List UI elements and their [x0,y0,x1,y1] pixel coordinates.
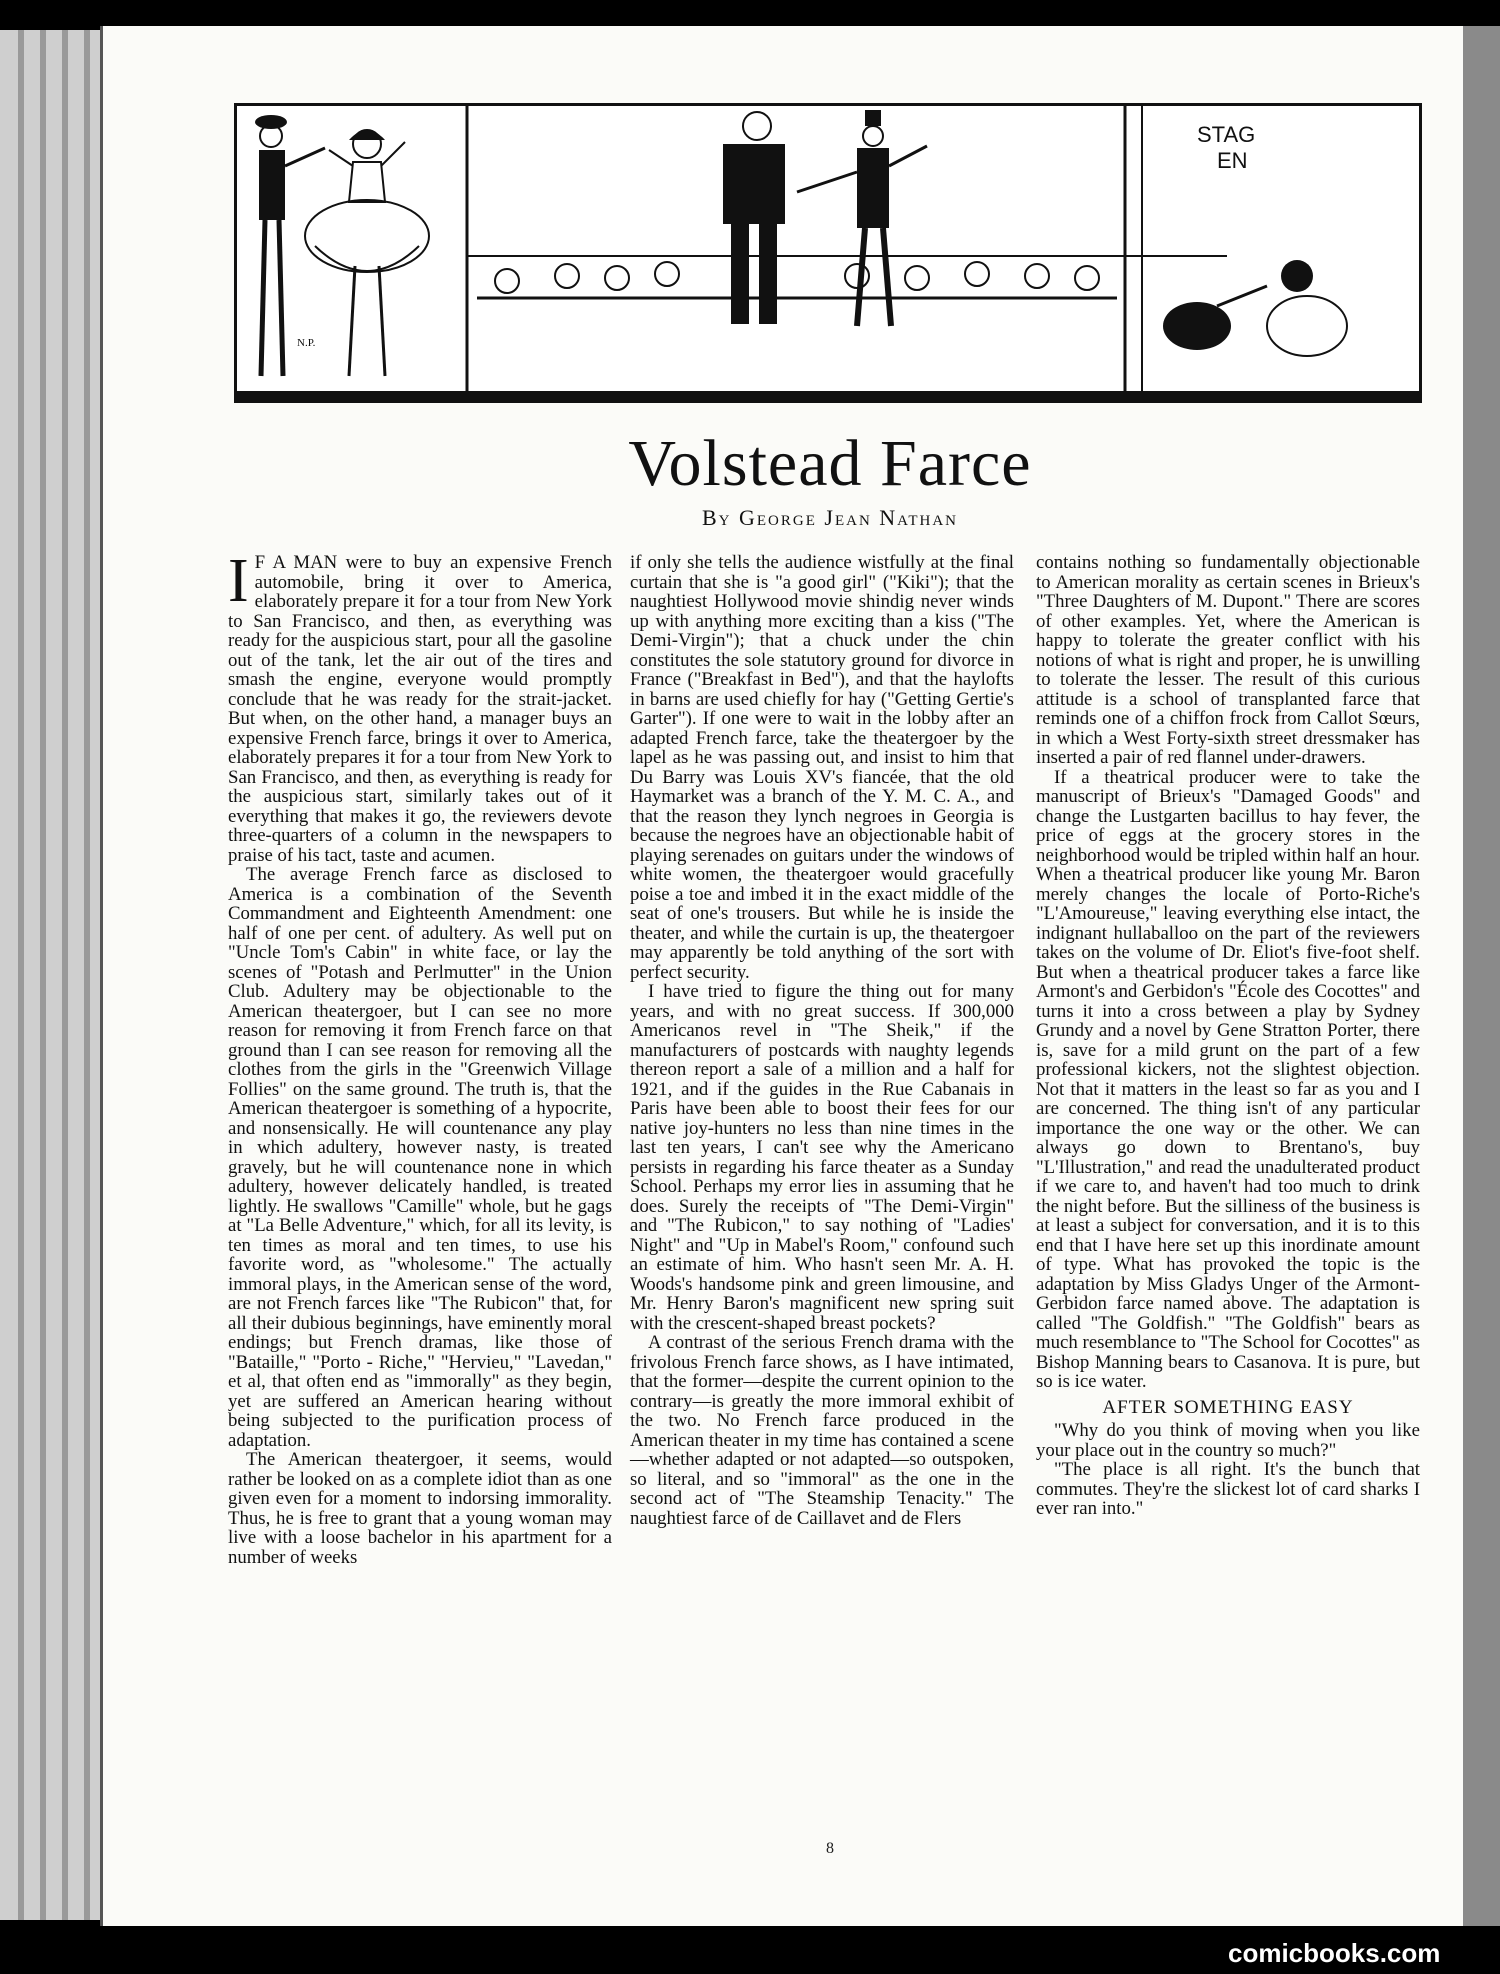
paragraph: contains nothing so fundamentally objectionable to American morality as certain scenes in Brieux's "Three Daughters of M. Dupont." There are scores of other examples. Yet, where the American is happy to tolerate the greater conflict with his notions of what is right and proper, he is unwilling to tolerate the lesser. The result of this curious attitude is a school of transplanted farce that reminds one of a chiffon frock from Callot Sœurs, in which a West Forty-sixth street dressmaker has inserted a pair of red flannel under-drawers. [1036,552,1420,768]
crouching-figures [1163,260,1347,356]
article-title: Volstead Farce [628,427,1032,500]
conductor-figure [797,110,927,326]
paragraph: The American theatergoer, it seems, would rather be looked on as a complete idiot than as one given even for a moment to indorsing immorality. Thus, he is free to grant that a young woman may live with a loose bachelor in his apartment for a number of weeks [228,1449,612,1568]
header-illustration [234,103,1422,403]
site-watermark: comicbooks.com [1228,1938,1441,1968]
paragraph: F A MAN were to buy an expensive French automobile, bring it over to America, elaborately prepare it for a tour from New York to San Francisco, and then, as everything was ready for the auspicious start, pour all the gasoline out of the tank, let the air out of the tires and smash the engine, everyone would promptly conclude that he was ready for the strait-jacket. But when, on the other hand, a manager buys an expensive French farce, brings it over to America, elaborately prepares it for a tour from New York to San Francisco, and then, as everything is ready for the auspicious start, similarly takes out of it everything that makes it go, the reviewers devote three-quarters of a column in the newspapers to praise of his tact, taste and acumen. [228,552,612,866]
stage-sign-line1: STAG [1197,122,1256,147]
checkered-man-figure [723,112,785,324]
next-page-edge [1458,26,1500,1926]
text-column-2 [630,553,1014,1528]
paragraph: A contrast of the serious French drama with the frivolous French farce shows, as I have intimated, that the former—despite the current opinion to the contrary—is greatly the more immoral exhibit of the two. No French farce produced in the American theater in my time has contained a scene—whether adapted or not adapted—so outspoken, so literal, and so "immoral" as the one in the second act of "The Steamship Tenacity." The naughtiest farce of de Caillavet and de Flers [630,1332,1014,1529]
section-heading: AFTER SOMETHING EASY [1102,1396,1354,1418]
paragraph: if only she tells the audience wistfully at the final curtain that she is "a good girl" ("Kiki"); that the naughtiest Hollywood movie shindig never winds up with anything more exciting than a kiss ("The Demi-Virgin"); that a chuck under the chin constitutes the sole statutory ground for divorce in France ("Breakfast in Bed"), and that the haylofts in barns are used chiefly for hay ("Getting Gertie's Garter"). If one were to wait in the lobby after an adapted French farce, take the theatergoer by the lapel as he was passing out, and insist to him that Du Barry was Louis XV's fiancée, that the old Haymarket was a branch of the Y. M. C. A., and that the reason they lynch negroes in Georgia is because the negroes have an objectionable habit of playing serenades on guitars under the windows of white women, the theatergoer would gracefully poise a toe and imbed it in the exact middle of the seat of one's trousers. But while he is inside the theater, and while the curtain is up, the theatergoer may apparently be told anything of the sort with perfect security. [630,552,1014,983]
paragraph: "Why do you think of moving when you like your place out in the country so much?" [1036,1420,1420,1461]
paragraph: I have tried to figure the thing out for many years, and with no great success. If 300,000 Americanos revel in "The Sheik," if the manufacturers of postcards with naughty legends thereon report a sale of a million and a half for 1921, and if the guides in the Rue Cabanais in Paris have been able to boost their fees for our native joy-hunters no less than nine times in the last ten years, I can't see why the Americano persists in regarding his farce theater as a Sunday School. Perhaps my error lies in assuming that he does. Surely the receipts of "The Demi-Virgin" and "The Rubicon," to say nothing of "Ladies' Night" and "Up in Mabel's Room," confound such an estimate of him. Who hasn't seen Mr. A. H. Woods's handsome pink and green limousine, and Mr. Henry Baron's magnificent new spring suit with the crescent-shaped breast pockets? [630,981,1014,1334]
article-byline: By George Jean Nathan [702,505,958,530]
text-column-1 [228,547,612,1568]
cartoon-drawing [237,106,1419,391]
paragraph: "The place is all right. It's the bunch that commutes. They're the slickest lot of card sharks I ever ran into." [1036,1459,1420,1519]
paragraph: If a theatrical producer were to take the manuscript of Brieux's "Damaged Goods" and change the Lustgarten bacillus to hay fever, the price of eggs at the grocery stores in the neighborhood would be tripled within half an hour. When a theatrical producer like young Mr. Baron merely changes the locale of Porto-Riche's "L'Amoureuse," leaving everything else intact, the indignant hullaballoo on the part of the reviewers takes on the volume of Dr. Eliot's five-foot shelf. But when a theatrical producer takes a farce like Armont's and Gerbidon's "École des Cocottes" and turns it into a cross between a play by Sydney Grundy and a novel by Gene Stratton Porter, there is, save for a mild grunt on the part of a few professional kickers, not the slightest objection. Not that it matters in the least so far as you and I are concerned. The thing isn't of any particular importance the one way or the other. We can always go down to Brentano's, buy "L'Illustration," and read the unadulterated product if we care to, and haven't had too much to drink the night before. But the silliness of the business is at least a subject for conversation, and it is to this end that I have here set up this inordinate amount of type. What has provoked the topic is the adaptation by Miss Gladys Unger of the Armont-Gerbidon farce named above. The adaptation is called "The Goldfish." "The Goldfish" bears as much resemblance to "The School for Cocottes" as Bishop Manning bears to Casanova. It is pure, but so is ice water. [1036,766,1420,1392]
page-edge [84,30,90,1920]
drop-cap: I [228,547,249,615]
stage-sign-line2: EN [1217,148,1248,173]
page-edge [18,30,24,1920]
page-edge [40,30,46,1920]
text-column-3 [1036,553,1420,1519]
audience [477,262,1117,298]
paragraph: The average French farce as disclosed to America is a combination of the Seventh Commandment and Eighteenth Amendment: one half of one per cent. of adultery. As well put on "Uncle Tom's Cabin" in white face, or lay the scenes of "Potash and Perlmutter" in the Union Club. Adultery may be objectionable to the American theatergoer, but I can see no more reason for removing it from French farce on that ground than I can see reason for removing all the clothes from the girls in the "Greenwich Village Follies" on the same ground. The truth is, that the American theatergoer is something of a hypocrite, and nonsensically. He will countenance any play in which adultery, however nasty, is treated gravely, but he will countenance none in which adultery, however delicately handled, is treated lightly. He swallows "Camille" whole, but he gags at "La Belle Adventure," which, for all its levity, is ten times as moral and ten times, to use his favorite word, as "wholesome." The actually immoral plays, in the American sense of the word, are not French farces like "The Rubicon" that, for all their dubious beginnings, have eminently moral endings; but French dramas, like those of "Bataille," "Porto - Riche," "Hervieu," "Lavedan," et al, that often end as "immorally" as they begin, yet are suffered an American hearing without being subjected to the purification process of adaptation. [228,864,612,1451]
page-number: 8 [826,1840,834,1857]
page-edge [62,30,68,1920]
dancer-figure [305,130,429,376]
artist-signature: N.P. [297,337,316,349]
